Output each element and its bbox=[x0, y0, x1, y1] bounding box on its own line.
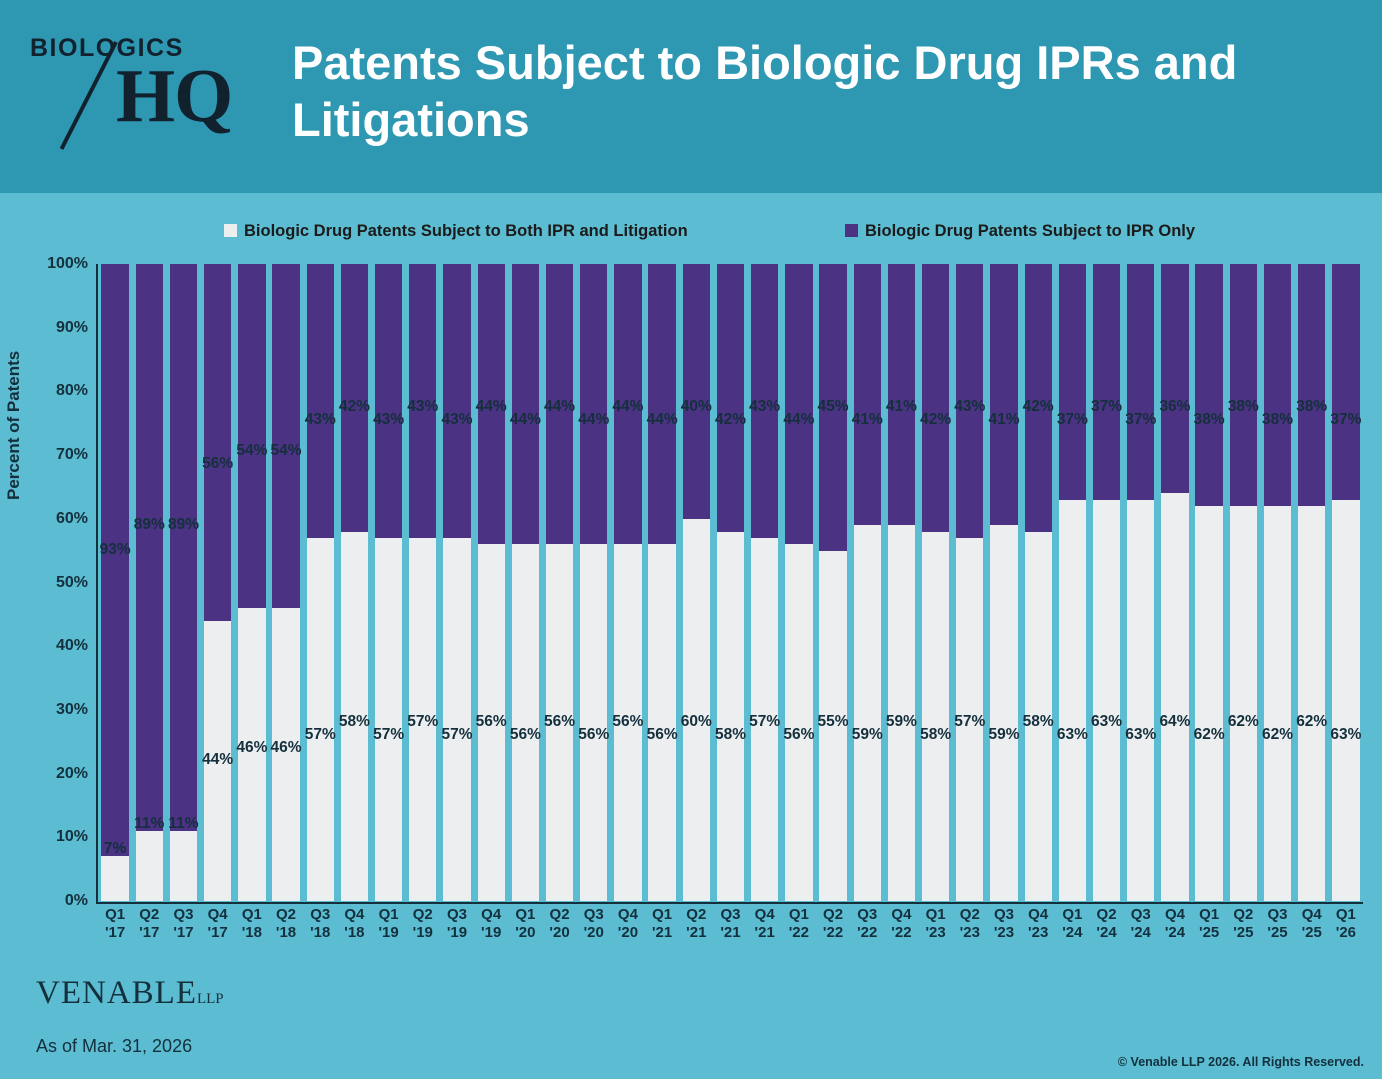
bar-stack bbox=[614, 264, 641, 901]
bar-stack bbox=[307, 264, 334, 901]
bar-label-ipr-only: 36% bbox=[1159, 397, 1191, 415]
venable-llp: LLP bbox=[196, 991, 224, 1007]
bar-segment-ipr-only bbox=[375, 264, 402, 538]
bar-segment-both bbox=[717, 532, 744, 901]
bar-stack bbox=[1161, 264, 1188, 901]
bar-segment-both bbox=[990, 525, 1017, 901]
bar-label-ipr-only: 42% bbox=[714, 410, 746, 428]
logo-text-hq: HQ bbox=[116, 54, 233, 138]
x-axis-tick: Q3 '20 bbox=[583, 906, 604, 942]
bar-segment-ipr-only bbox=[888, 264, 915, 525]
bar-segment-ipr-only bbox=[1059, 264, 1086, 500]
bar-segment-both bbox=[307, 538, 334, 901]
bar-label-ipr-only: 93% bbox=[99, 541, 131, 559]
bar-label-ipr-only: 43% bbox=[954, 397, 986, 415]
bar-label-ipr-only: 54% bbox=[270, 442, 302, 460]
bar-label-ipr-only: 37% bbox=[1125, 410, 1157, 428]
bar-label-both: 59% bbox=[885, 713, 917, 731]
bar-stack bbox=[1127, 264, 1154, 901]
bar-segment-both bbox=[512, 544, 539, 901]
bar-segment-both bbox=[170, 831, 197, 901]
bar-label-both: 56% bbox=[612, 713, 644, 731]
bar-segment-ipr-only bbox=[1161, 264, 1188, 493]
bar-label-ipr-only: 42% bbox=[1022, 397, 1054, 415]
y-axis-tick: 70% bbox=[55, 446, 88, 464]
bar-label-both: 63% bbox=[1125, 725, 1157, 743]
x-axis-tick: Q2 '24 bbox=[1096, 906, 1117, 942]
bar-stack bbox=[1332, 264, 1359, 901]
bar-label-ipr-only: 43% bbox=[373, 410, 405, 428]
bar-label-both: 57% bbox=[749, 713, 781, 731]
bar-segment-both bbox=[1161, 493, 1188, 901]
bar-segment-both bbox=[1230, 506, 1257, 901]
bar-segment-ipr-only bbox=[272, 264, 299, 608]
x-axis-tick: Q4 '18 bbox=[344, 906, 365, 942]
bar-stack bbox=[990, 264, 1017, 901]
bar-label-both: 55% bbox=[817, 713, 849, 731]
bar-segment-both bbox=[1264, 506, 1291, 901]
bar-stack bbox=[648, 264, 675, 901]
y-axis-tick: 20% bbox=[55, 764, 88, 782]
bar-label-ipr-only: 89% bbox=[133, 515, 165, 533]
x-axis-tick: Q1 '18 bbox=[241, 906, 262, 942]
as-of-date: As of Mar. 31, 2026 bbox=[36, 1036, 193, 1056]
bar-segment-both bbox=[1195, 506, 1222, 901]
bar-segment-both bbox=[785, 544, 812, 901]
bar-stack bbox=[170, 264, 197, 901]
bar-segment-both bbox=[683, 519, 710, 901]
x-axis-tick: Q1 '24 bbox=[1062, 906, 1083, 942]
bar-segment-ipr-only bbox=[443, 264, 470, 538]
bar-stack bbox=[512, 264, 539, 901]
bar-label-ipr-only: 42% bbox=[920, 410, 952, 428]
x-axis-tick: Q2 '22 bbox=[822, 906, 844, 942]
bar-label-both: 11% bbox=[168, 815, 199, 832]
chart-legend bbox=[0, 218, 1382, 248]
x-axis-tick: Q1 '25 bbox=[1199, 906, 1220, 942]
bar-label-ipr-only: 43% bbox=[407, 397, 439, 415]
bar-stack bbox=[238, 264, 265, 901]
x-axis-tick: Q2 '17 bbox=[139, 906, 160, 942]
bar-label-both: 57% bbox=[407, 713, 439, 731]
bar-stack bbox=[1093, 264, 1120, 901]
bar-label-both: 46% bbox=[270, 738, 302, 756]
bar-label-ipr-only: 44% bbox=[783, 410, 815, 428]
bar-label-both: 56% bbox=[783, 725, 815, 743]
bar-label-both: 58% bbox=[714, 725, 746, 743]
bar-segment-ipr-only bbox=[136, 264, 163, 831]
bar-stack bbox=[956, 264, 983, 901]
x-axis-tick: Q3 '19 bbox=[446, 906, 468, 942]
bar-segment-ipr-only bbox=[512, 264, 539, 544]
venable-logo bbox=[36, 975, 224, 1012]
bar-label-both: 58% bbox=[1022, 713, 1054, 731]
bar-label-both: 7% bbox=[103, 840, 127, 858]
x-axis-tick: Q4 '17 bbox=[207, 906, 228, 942]
bar-label-ipr-only: 41% bbox=[885, 397, 917, 415]
bar-label-both: 44% bbox=[202, 751, 234, 769]
y-axis-tick: 0% bbox=[64, 892, 88, 909]
bar-segment-both bbox=[1093, 500, 1120, 901]
y-axis-tick: 90% bbox=[55, 318, 88, 336]
bar-label-both: 59% bbox=[851, 725, 883, 743]
venable-name: VENABLE bbox=[36, 975, 197, 1011]
bar-stack bbox=[478, 264, 505, 901]
y-axis-tick: 40% bbox=[55, 637, 88, 655]
bar-stack bbox=[751, 264, 778, 901]
bar-segment-both bbox=[443, 538, 470, 901]
bar-label-both: 58% bbox=[920, 725, 952, 743]
bar-segment-both bbox=[1332, 500, 1359, 901]
bar-segment-both bbox=[1127, 500, 1154, 901]
bar-label-both: 62% bbox=[1227, 713, 1259, 731]
x-axis-tick: Q1 '23 bbox=[925, 906, 946, 942]
bar-label-ipr-only: 38% bbox=[1262, 410, 1294, 428]
bar-label-ipr-only: 38% bbox=[1193, 410, 1225, 428]
bar-stack bbox=[888, 264, 915, 901]
bar-segment-ipr-only bbox=[854, 264, 881, 525]
bar-label-both: 56% bbox=[509, 725, 541, 743]
bar-label-ipr-only: 42% bbox=[338, 397, 370, 415]
bar-segment-ipr-only bbox=[1093, 264, 1120, 500]
bar-segment-ipr-only bbox=[307, 264, 334, 538]
bar-label-both: 62% bbox=[1262, 725, 1294, 743]
bar-label-both: 56% bbox=[544, 713, 576, 731]
bar-label-both: 58% bbox=[338, 713, 370, 731]
bar-stack bbox=[1059, 264, 1086, 901]
bar-label-both: 64% bbox=[1159, 713, 1191, 731]
bar-label-both: 56% bbox=[578, 725, 610, 743]
bar-stack bbox=[683, 264, 710, 901]
bar-stack bbox=[1025, 264, 1052, 901]
bar-segment-ipr-only bbox=[1298, 264, 1325, 506]
bar-stack bbox=[1298, 264, 1325, 901]
bar-label-ipr-only: 44% bbox=[544, 397, 576, 415]
bar-label-both: 59% bbox=[988, 725, 1020, 743]
bar-label-both: 63% bbox=[1091, 713, 1123, 731]
bar-segment-ipr-only bbox=[204, 264, 231, 621]
bar-stack bbox=[409, 264, 436, 901]
x-axis-tick: Q3 '17 bbox=[173, 906, 194, 942]
bar-label-both: 56% bbox=[646, 725, 678, 743]
page-header bbox=[0, 0, 1382, 193]
bar-label-ipr-only: 44% bbox=[612, 397, 644, 415]
bar-stack bbox=[1230, 264, 1257, 901]
bar-segment-ipr-only bbox=[990, 264, 1017, 525]
chart-plot-area bbox=[98, 264, 1363, 901]
bar-label-ipr-only: 45% bbox=[817, 397, 849, 415]
legend-item-ipr-only bbox=[845, 222, 1195, 241]
bar-segment-ipr-only bbox=[785, 264, 812, 544]
bar-label-both: 57% bbox=[441, 725, 473, 743]
x-axis-tick: Q4 '22 bbox=[891, 906, 912, 942]
bar-label-both: 46% bbox=[236, 738, 268, 756]
x-axis-tick: Q1 '20 bbox=[515, 906, 536, 942]
bar-label-both: 60% bbox=[680, 713, 712, 731]
bar-label-both: 57% bbox=[373, 725, 405, 743]
bar-segment-ipr-only bbox=[1230, 264, 1257, 506]
bar-label-both: 62% bbox=[1193, 725, 1225, 743]
legend-swatch-both-icon bbox=[224, 224, 237, 237]
x-axis-tick: Q3 '24 bbox=[1130, 906, 1151, 942]
bar-stack bbox=[204, 264, 231, 901]
bar-stack bbox=[272, 264, 299, 901]
x-axis-tick: Q4 '20 bbox=[617, 906, 639, 942]
bar-segment-both bbox=[136, 831, 163, 901]
bar-label-ipr-only: 43% bbox=[441, 410, 473, 428]
x-axis-tick: Q3 '22 bbox=[857, 906, 878, 942]
x-axis-tick: Q2 '19 bbox=[412, 906, 433, 942]
y-axis-tick: 60% bbox=[55, 509, 88, 527]
bar-segment-both bbox=[580, 544, 607, 901]
x-axis-tick: Q3 '25 bbox=[1267, 906, 1288, 942]
bar-label-ipr-only: 44% bbox=[509, 410, 541, 428]
y-axis-tick: 100% bbox=[47, 255, 88, 272]
bar-stack bbox=[819, 264, 846, 901]
bar-segment-both bbox=[922, 532, 949, 901]
bar-segment-both bbox=[375, 538, 402, 901]
bar-label-both: 63% bbox=[1330, 725, 1362, 743]
x-axis-tick: Q1 '19 bbox=[378, 906, 399, 942]
bar-label-ipr-only: 41% bbox=[851, 410, 883, 428]
x-axis-tick: Q2 '23 bbox=[959, 906, 980, 942]
x-axis-tick: Q4 '25 bbox=[1301, 906, 1322, 942]
x-axis-tick: Q4 '21 bbox=[754, 906, 775, 942]
legend-swatch-ipr-only-icon bbox=[845, 224, 858, 237]
bar-segment-ipr-only bbox=[238, 264, 265, 608]
x-axis-tick: Q1 '17 bbox=[104, 906, 126, 942]
legend-label-both: Biologic Drug Patents Subject to Both IPR and Litigation bbox=[244, 222, 688, 240]
x-axis-line bbox=[96, 902, 1363, 904]
x-axis-tick: Q3 '23 bbox=[993, 906, 1015, 942]
bar-label-ipr-only: 44% bbox=[578, 410, 610, 428]
bar-stack bbox=[546, 264, 573, 901]
bar-stack bbox=[922, 264, 949, 901]
bar-stack bbox=[136, 264, 163, 901]
bar-label-ipr-only: 43% bbox=[749, 397, 781, 415]
bar-label-ipr-only: 54% bbox=[236, 442, 268, 460]
bar-segment-both bbox=[1059, 500, 1086, 901]
bar-label-ipr-only: 37% bbox=[1091, 397, 1123, 415]
bar-label-both: 11% bbox=[134, 815, 165, 832]
legend-label-ipr-only: Biologic Drug Patents Subject to IPR Only bbox=[865, 222, 1196, 240]
bar-label-ipr-only: 89% bbox=[167, 515, 199, 533]
bar-stack bbox=[443, 264, 470, 901]
x-axis-tick: Q1 '22 bbox=[788, 906, 809, 942]
bar-segment-both bbox=[854, 525, 881, 901]
x-axis-tick: Q4 '19 bbox=[481, 906, 502, 942]
bar-label-ipr-only: 38% bbox=[1227, 397, 1259, 415]
bar-label-ipr-only: 40% bbox=[680, 397, 712, 415]
bar-segment-ipr-only bbox=[170, 264, 197, 831]
page-title: Patents Subject to Biologic Drug IPRs and Litigations bbox=[292, 36, 1238, 147]
bar-label-ipr-only: 37% bbox=[1056, 410, 1088, 428]
x-axis-tick: Q2 '21 bbox=[686, 906, 707, 942]
bar-segment-ipr-only bbox=[1195, 264, 1222, 506]
bar-label-both: 57% bbox=[954, 713, 986, 731]
bar-label-both: 57% bbox=[304, 725, 336, 743]
x-axis-tick: Q1 '21 bbox=[651, 906, 673, 942]
bar-segment-ipr-only bbox=[580, 264, 607, 544]
bar-stack bbox=[341, 264, 368, 901]
bar-stack bbox=[1195, 264, 1222, 901]
x-axis-tick: Q2 '20 bbox=[549, 906, 570, 942]
bar-label-ipr-only: 56% bbox=[202, 455, 234, 473]
y-axis-tick: 30% bbox=[55, 700, 88, 718]
x-axis-tick: Q3 '18 bbox=[310, 906, 331, 942]
biologics-hq-logo bbox=[28, 28, 268, 148]
bar-segment-ipr-only bbox=[922, 264, 949, 532]
bar-segment-both bbox=[1298, 506, 1325, 901]
copyright-notice: © Venable LLP 2026. All Rights Reserved. bbox=[1117, 1055, 1364, 1069]
bar-segment-ipr-only bbox=[1332, 264, 1359, 500]
bar-stack bbox=[375, 264, 402, 901]
x-axis-tick: Q4 '24 bbox=[1164, 906, 1186, 942]
x-axis-tick: Q1 '26 bbox=[1335, 906, 1357, 942]
y-axis-tick: 50% bbox=[55, 573, 88, 591]
bar-stack bbox=[580, 264, 607, 901]
bar-stack bbox=[1264, 264, 1291, 901]
bar-label-ipr-only: 43% bbox=[304, 410, 336, 428]
bar-segment-ipr-only bbox=[648, 264, 675, 544]
bar-segment-ipr-only bbox=[717, 264, 744, 532]
bar-label-both: 56% bbox=[475, 713, 507, 731]
bar-stack bbox=[785, 264, 812, 901]
x-axis-tick: Q2 '25 bbox=[1233, 906, 1254, 942]
bar-label-ipr-only: 44% bbox=[646, 410, 678, 428]
bar-label-ipr-only: 44% bbox=[475, 397, 507, 415]
bar-label-ipr-only: 37% bbox=[1330, 410, 1362, 428]
bar-segment-ipr-only bbox=[1127, 264, 1154, 500]
bar-segment-ipr-only bbox=[683, 264, 710, 519]
bar-label-ipr-only: 41% bbox=[988, 410, 1020, 428]
bar-stack bbox=[101, 264, 128, 901]
bar-label-both: 62% bbox=[1296, 713, 1328, 731]
legend-item-both bbox=[224, 222, 688, 241]
y-axis-tick: 80% bbox=[55, 382, 88, 400]
bar-segment-ipr-only bbox=[101, 264, 128, 856]
y-axis-tick: 10% bbox=[55, 828, 88, 846]
bar-segment-both bbox=[648, 544, 675, 901]
y-axis-title: Percent of Patents bbox=[4, 350, 23, 500]
bar-stack bbox=[854, 264, 881, 901]
x-axis-tick: Q3 '21 bbox=[720, 906, 741, 942]
bar-segment-ipr-only bbox=[1264, 264, 1291, 506]
x-axis-tick: Q2 '18 bbox=[275, 906, 297, 942]
bar-label-ipr-only: 38% bbox=[1296, 397, 1328, 415]
bar-stack bbox=[717, 264, 744, 901]
bar-segment-both bbox=[101, 856, 128, 901]
logo-text-biologics: BIOLOGICS bbox=[30, 34, 184, 62]
x-axis-tick: Q4 '23 bbox=[1028, 906, 1049, 942]
bar-label-both: 63% bbox=[1056, 725, 1088, 743]
